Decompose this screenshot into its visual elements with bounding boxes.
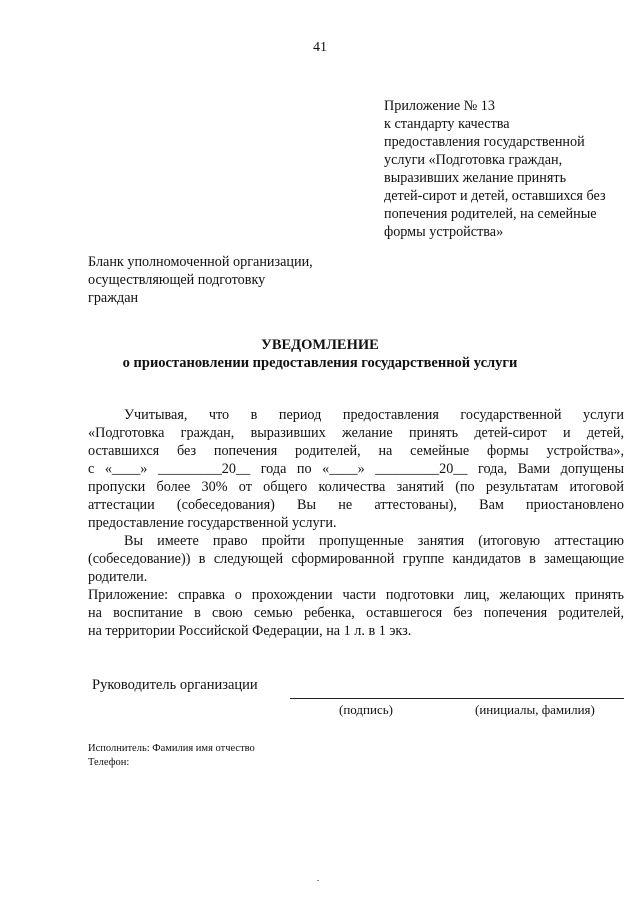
appendix-line: попечения родителей, на семейные xyxy=(384,206,597,222)
body-line: предоставление государственной услуги. xyxy=(88,515,337,531)
body-line: пропуски более 30% от общего количества занятий (по результатам итоговой xyxy=(88,479,624,495)
document-title xyxy=(0,336,640,372)
appendix-header xyxy=(384,97,630,241)
body-line: родители. xyxy=(88,569,148,585)
body-line: «Подготовка граждан, выразивших желание принять детей-сирот и детей, xyxy=(88,425,624,441)
signature-caption: (подпись) xyxy=(339,702,393,717)
body-line: на воспитание в свою семью ребенка, оставшегося без попечения родителей, xyxy=(88,605,624,621)
body-line: Учитывая, что в период предоставления государственной услуги xyxy=(124,407,624,423)
body-line: с «____» _________20__ года по «____» _________20__ года, Вами допущены xyxy=(88,461,624,477)
appendix-line: услуги «Подготовка граждан, xyxy=(384,152,563,168)
body-line: на территории Российской Федерации, на 1 л. в 1 экз. xyxy=(88,623,412,639)
blank-line: граждан xyxy=(88,290,139,306)
signature-line xyxy=(290,698,624,699)
document-body xyxy=(88,406,624,640)
blank-line: осуществляющей подготовку xyxy=(88,272,266,288)
body-line: оставшихся без попечения родителей, на семейные формы устройства», xyxy=(88,443,624,459)
body-line: Вы имеете право пройти пропущенные занятия (итоговую аттестацию xyxy=(124,533,624,549)
appendix-line: предоставления государственной xyxy=(384,134,585,150)
name-caption: (инициалы, фамилия) xyxy=(475,702,595,717)
page-number: 41 xyxy=(313,40,327,55)
organization-blank xyxy=(88,253,348,307)
body-line: (собеседование)) в следующей сформированной группе кандидатов в замещающие xyxy=(88,551,624,567)
appendix-line: к стандарту качества xyxy=(384,116,510,132)
blank-line: Бланк уполномоченной организации, xyxy=(88,254,313,270)
appendix-line: выразивших желание принять xyxy=(384,170,567,186)
executor-name: Исполнитель: Фамилия имя отчество xyxy=(88,743,255,754)
body-line: аттестации (собеседования) Вы не аттестованы), Вам приостановлено xyxy=(88,497,624,513)
title-sub: о приостановлении предоставления государственной услуги xyxy=(122,355,518,371)
title-main: УВЕДОМЛЕНИЕ xyxy=(261,337,379,353)
executor-info xyxy=(88,742,255,770)
appendix-line: формы устройства» xyxy=(384,224,504,240)
appendix-line: Приложение № 13 xyxy=(384,98,495,114)
body-line: Приложение: справка о прохождении части подготовки лиц, желающих принять xyxy=(88,587,624,603)
scan-artifact-dot xyxy=(317,880,319,881)
executor-phone: Телефон: xyxy=(88,757,130,768)
appendix-line: детей-сирот и детей, оставшихся без xyxy=(384,188,606,204)
signature-label: Руководитель организации xyxy=(92,677,258,693)
